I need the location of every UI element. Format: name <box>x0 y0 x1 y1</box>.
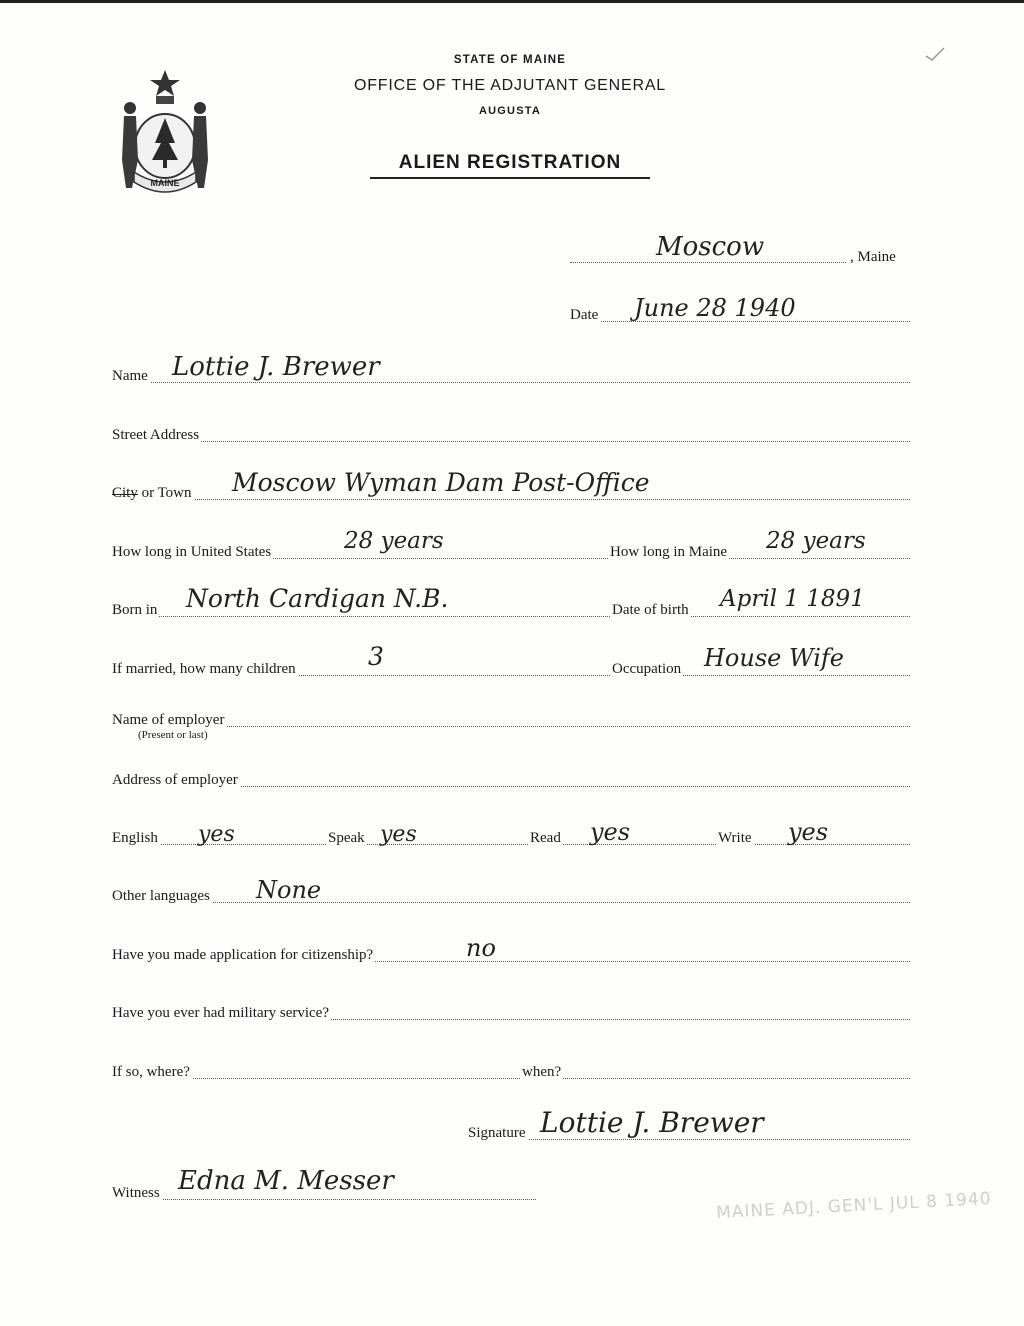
how-long-us-value: 28 years <box>344 528 444 554</box>
children-label: If married, how many children <box>112 661 296 677</box>
witness-line <box>112 1199 536 1200</box>
english-label: English <box>112 830 158 846</box>
occupation-value: House Wife <box>704 644 844 672</box>
citizenship-value: no <box>466 934 496 962</box>
read-label: Read <box>530 830 561 846</box>
town-label <box>112 485 194 502</box>
town-label-text: or Town <box>137 485 192 501</box>
employer-line <box>112 726 910 727</box>
occupation-label: Occupation <box>612 661 682 677</box>
name-line <box>112 382 910 383</box>
street-label: Street Address <box>112 427 200 443</box>
read-value: yes <box>590 818 631 846</box>
witness-label: Witness <box>112 1185 160 1201</box>
received-stamp: MAINE ADJ. GEN'L JUL 8 1940 <box>715 1188 993 1224</box>
where-line <box>112 1078 910 1079</box>
office-header: OFFICE OF THE ADJUTANT GENERAL <box>353 77 667 94</box>
place-suffix: , Maine <box>850 249 896 265</box>
how-long-maine-label: How long in Maine <box>610 544 728 560</box>
how-long-us-label: How long in United States <box>112 544 272 560</box>
name-label: Name <box>112 368 148 384</box>
date-label: Date <box>570 307 599 323</box>
speak-label: Speak <box>328 830 365 846</box>
check-mark-icon <box>924 46 946 62</box>
military-label: Have you ever had military service? <box>112 1005 329 1021</box>
other-languages-value: None <box>256 876 322 904</box>
citizenship-label: Have you made application for citizenship? <box>112 947 374 963</box>
seal-banner-text: MAINE <box>150 178 180 188</box>
top-border <box>0 0 1024 3</box>
speak-value: yes <box>380 822 417 847</box>
signature-value: Lottie J. Brewer <box>540 1106 764 1139</box>
english-value: yes <box>198 822 235 847</box>
born-line <box>112 616 910 617</box>
signature-label: Signature <box>468 1125 526 1141</box>
other-languages-line <box>112 902 910 903</box>
state-header: STATE OF MAINE <box>453 54 567 66</box>
street-line <box>112 441 910 442</box>
when-label: when? <box>522 1064 562 1080</box>
state-seal-icon <box>112 68 218 194</box>
place-line <box>570 262 846 263</box>
form-title: ALIEN REGISTRATION <box>370 152 650 179</box>
name-value: Lottie J. Brewer <box>172 352 380 382</box>
date-of-birth-value: April 1 1891 <box>720 586 865 612</box>
place-value: Moscow <box>656 232 765 262</box>
town-value: Moscow Wyman Dam Post-Office <box>232 468 650 497</box>
born-in-label: Born in <box>112 602 158 618</box>
employer-label: Name of employer <box>112 712 225 728</box>
other-languages-label: Other languages <box>112 888 210 904</box>
employer-address-label: Address of employer <box>112 772 238 788</box>
children-value: 3 <box>368 642 384 671</box>
where-label: If so, where? <box>112 1064 190 1080</box>
write-value: yes <box>788 818 829 846</box>
city-header: AUGUSTA <box>479 105 541 117</box>
born-in-value: North Cardigan N.B. <box>186 584 449 613</box>
write-label: Write <box>718 830 752 846</box>
struck-city-word: City <box>112 485 138 501</box>
signature-line <box>468 1139 910 1140</box>
town-line <box>112 499 910 500</box>
employer-sublabel: (Present or last) <box>138 729 208 741</box>
witness-value: Edna M. Messer <box>178 1166 394 1196</box>
date-of-birth-label: Date of birth <box>612 602 689 618</box>
how-long-maine-value: 28 years <box>766 528 866 554</box>
date-value: June 28 1940 <box>634 294 796 322</box>
